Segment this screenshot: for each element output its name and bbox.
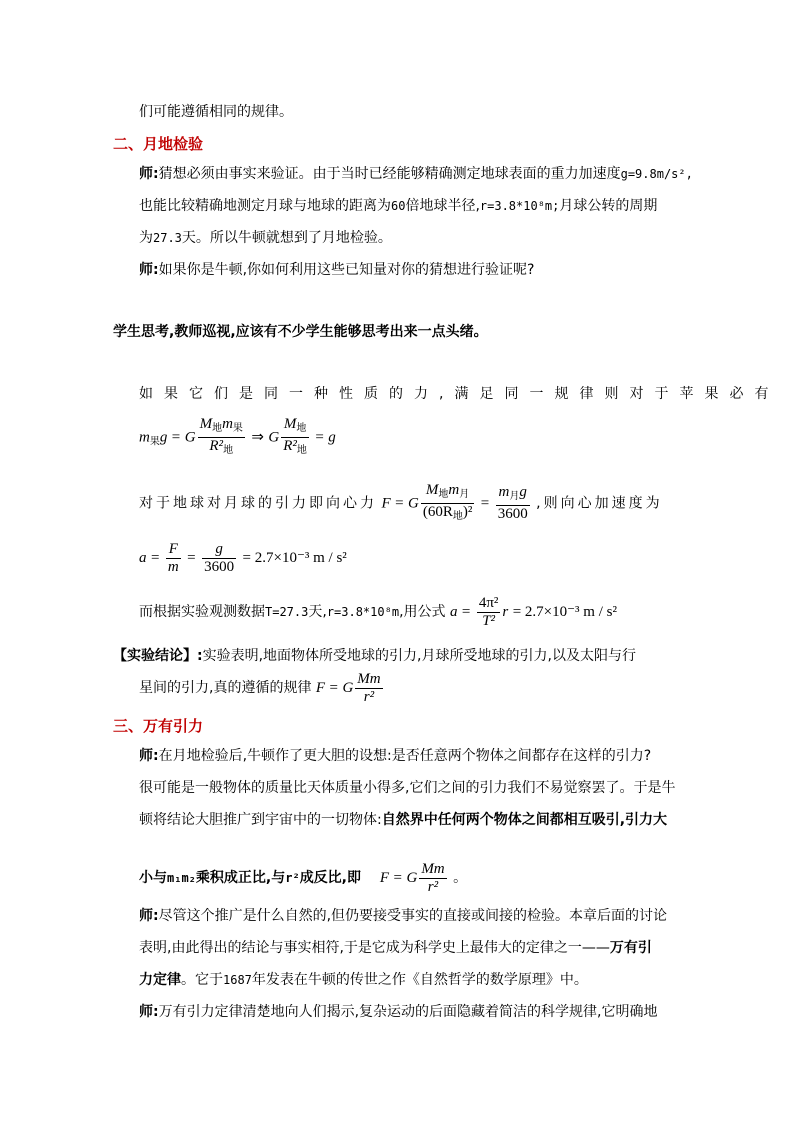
formula-acceleration: a = $\frac{F}{m}$ = $\frac{g}{3600}$ = 2.7×10⁻³ m / s²	[139, 540, 347, 575]
law-name: 力定律	[139, 972, 181, 988]
student-thinking-note: 学生思考,教师巡视,应该有不少学生能够思考出来一点头绪。	[113, 324, 488, 340]
law-name: 万有引	[609, 940, 652, 956]
text: 天。所以牛顿就想到了月地检验。	[181, 230, 392, 246]
teacher-paragraph-4	[139, 906, 667, 926]
teacher-label: 师:	[139, 262, 159, 278]
paragraph-line	[139, 810, 667, 830]
text: 为	[139, 230, 153, 246]
text: 如果你是牛顿,你如何利用这些已知量对你的猜想进行验证呢?	[158, 262, 535, 278]
text: 顿将结论大胆推广到宇宙中的一切物体:	[139, 812, 382, 828]
text: 表明,由此得出的结论与事实相符,于是它成为科学史上最伟大的定律之一——	[139, 940, 610, 956]
teacher-paragraph-1	[139, 164, 693, 184]
text: 尽管这个推广是什么自然的,但仍要接受事实的直接或间接的检验。本章后面的讨论	[158, 908, 668, 924]
continuation-line: 们可能遵循相同的规律。	[139, 104, 293, 120]
formula-apple-gravity: $m_果g = G$ $\frac{M_地m_果}{R^2_地}$ ⇒ G $\frac{M_地}{R^2_地}$ = g	[139, 416, 336, 463]
text: 万有引力定律清楚地向人们揭示,复杂运动的后面隐藏着简洁的科学规律,它明确地	[158, 1004, 658, 1020]
section-heading-universal-gravitation: 三、万有引力	[113, 717, 204, 735]
paragraph-line-2	[139, 196, 657, 216]
text: 也能比较精确地测定月球与地球的距离为	[139, 198, 391, 214]
section-heading-moon-earth-test: 二、月地检验	[113, 135, 204, 153]
text: 在月地检验后,牛顿作了更大胆的设想:是否任意两个物体之间都存在这样的引力?	[158, 748, 652, 764]
fraction: $\frac{M_地}{R^2_地}$	[283, 416, 307, 456]
text: 而根据实验观测数据	[139, 604, 265, 620]
paragraph-line-3	[139, 228, 392, 248]
paragraph-line: 力定律。它于1687年发表在牛顿的传世之作《自然哲学的数学原理》中。	[139, 972, 588, 988]
fraction: $\frac{Mm}{\text{r²}}$	[357, 670, 381, 705]
conclusion-line-2: 星间的引力,真的遵循的规律 F = G $\frac{Mm}{\text{r²}}$	[139, 670, 381, 705]
period-value: 27.3	[153, 231, 182, 245]
text: 星间的引力,真的遵循的规律	[139, 680, 312, 696]
text: 倍地球半径,	[405, 198, 480, 214]
text: ,则向心加速度为	[536, 495, 663, 512]
experiment-conclusion	[113, 646, 636, 666]
paragraph-line	[139, 938, 652, 958]
teacher-label: 师:	[139, 908, 159, 924]
fraction: $\frac{M_地m_果}{R^2_地}$	[199, 416, 243, 456]
teacher-paragraph-3	[139, 746, 651, 766]
fraction: $\frac{g}{3600}$	[204, 540, 235, 575]
distance-value: r=3.8*10⁸m;	[479, 199, 560, 213]
teacher-paragraph-5	[139, 1002, 658, 1022]
paragraph-same-force: 如果它们是同一种性质的力,满足同一规律则对于苹果必有	[139, 386, 780, 402]
law-statement-line: 小与m₁m₂乘积成正比,与r²成反比,即 F = G $\frac{Mm}{\text{r²}}$ 。	[139, 860, 468, 895]
year: 1687	[223, 973, 252, 987]
teacher-label: 师:	[139, 748, 159, 764]
text: 月球公转的周期	[559, 198, 658, 214]
paragraph-line: 很可能是一般物体的质量比天体质量小得多,它们之间的引力我们不易觉察罢了。于是牛	[139, 780, 676, 796]
conclusion-label: 【实验结论】:	[113, 648, 203, 664]
gravity-value: g=9.8m/s²,	[620, 167, 693, 181]
fraction: $\frac{F}{m}$	[167, 540, 179, 575]
observed-data-line: 而根据实验观测数据T=27.3天,r=3.8*10⁸m,用公式 a = $\frac{\text{4π²}}{\text{T²}}$ r = 2.7×10⁻³ m / s²	[139, 594, 617, 629]
centripetal-force-line: 对于地球对月球的引力即向心力 F = G $\frac{M_地m_月}{(60R_地)^2}$ = $\frac{m_月g}{3600}$ ,则向心加速度为	[139, 482, 663, 525]
number: 60	[391, 199, 406, 213]
fraction: $\frac{\text{4π²}}{\text{T²}}$	[478, 594, 499, 629]
text: 对于地球对月球的引力即向心力	[139, 495, 377, 512]
fraction: $\frac{m_月g}{3600}$	[497, 484, 528, 522]
text: 实验表明,地面物体所受地球的引力,月球所受地球的引力,以及太阳与行	[202, 648, 636, 664]
teacher-label: 师:	[139, 1004, 159, 1020]
teacher-label: 师:	[139, 166, 159, 182]
fraction: $\frac{M_地m_月}{(60R_地)^2}$	[422, 482, 473, 522]
text: 猜想必须由事实来验证。由于当时已经能够精确测定地球表面的重力加速度	[158, 166, 621, 182]
fraction: $\frac{Mm}{\text{r²}}$	[421, 860, 445, 895]
teacher-paragraph-2	[139, 260, 535, 280]
bold-law-statement: 自然界中任何两个物体之间都相互吸引,引力大	[381, 812, 668, 828]
